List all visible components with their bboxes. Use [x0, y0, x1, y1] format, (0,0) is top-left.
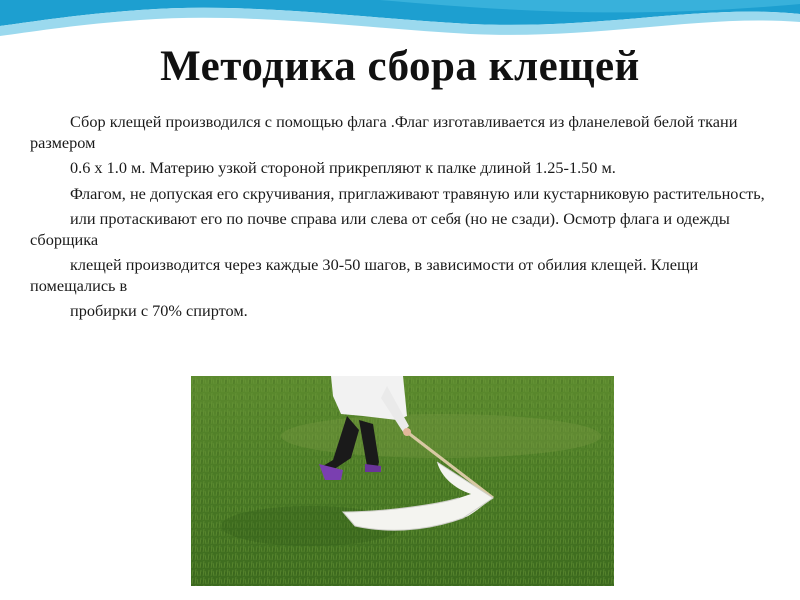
paragraph: клещей производится через каждые 30-50 шагов, в зависимости от обилия клещей. Клещи помещались в [30, 255, 699, 295]
paragraph: пробирки с 70% спиртом. [70, 301, 248, 320]
tick-flagging-photo [191, 376, 614, 586]
paragraph: Сбор клещей производился с помощью флага .Флаг изготавливается из фланелевой белой ткани размером [30, 112, 738, 152]
paragraph: или протаскивают его по почве справа или слева от себя (но не сзади). Осмотр флага и одежды сборщика [30, 209, 730, 249]
paragraph: Флагом, не допуская его скручивания, приглаживают травяную или кустарниковую растительность, [70, 183, 765, 203]
paragraph: 0.6 х 1.0 м. Материю узкой стороной прикрепляют к палке длиной 1.25-1.50 м. [70, 158, 616, 177]
slide-title: Методика сбора клещей [160, 43, 640, 90]
methodology-text [30, 112, 770, 327]
